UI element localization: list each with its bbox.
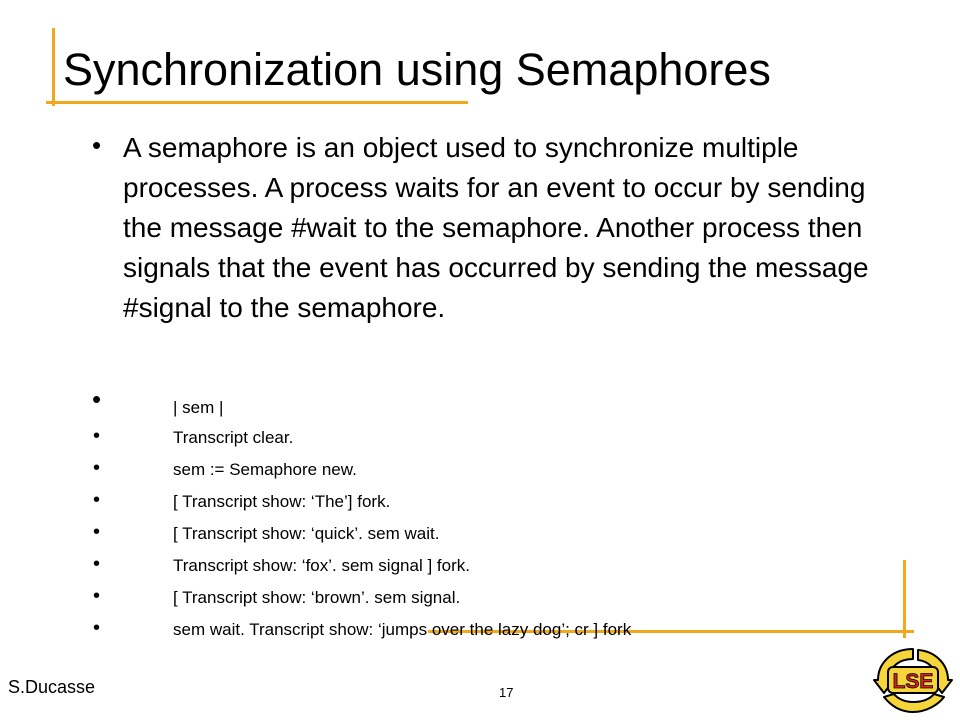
title-vertical-accent-line xyxy=(52,28,55,106)
bullet-dot-icon: • xyxy=(93,425,101,447)
logo-text: LSE xyxy=(892,670,934,693)
slide-title: Synchronization using Semaphores xyxy=(63,44,771,95)
code-line: [ Transcript show: ‘brown’. sem signal. xyxy=(173,588,461,607)
code-line: sem := Semaphore new. xyxy=(173,460,357,479)
bullet-dot-icon: • xyxy=(93,489,101,511)
code-line: [ Transcript show: ‘The’] fork. xyxy=(173,492,391,511)
bullet-dot-icon: • xyxy=(93,553,101,575)
code-line: [ Transcript show: ‘quick’. sem wait. xyxy=(173,524,440,543)
code-line: Transcript clear. xyxy=(173,428,294,447)
bullet-dot-icon: • xyxy=(93,457,101,479)
code-line: | sem | xyxy=(173,398,224,417)
main-bullet-text: A semaphore is an object used to synchronize multiple processes. A process waits for an event to occur by sending the message #wait to the semaphore. Another process then signals that the event has occurred by sending the message #signal to the semaphore. xyxy=(123,132,869,323)
code-line: Transcript show: ‘fox’. sem signal ] fork. xyxy=(173,556,470,575)
lse-logo xyxy=(870,645,956,715)
author-footer: S.Ducasse xyxy=(8,677,96,697)
bullet-dot-icon: • xyxy=(92,130,102,160)
bullet-dot-icon: • xyxy=(93,521,101,543)
bullet-dot-icon: • xyxy=(93,585,101,607)
code-line: sem wait. Transcript show: ‘jumps over the lazy dog’; cr ] fork xyxy=(173,620,632,639)
bullet-dot-icon: • xyxy=(92,384,102,414)
page-number: 17 xyxy=(499,685,514,700)
bullet-dot-icon: • xyxy=(93,617,101,639)
title-underline-accent-line xyxy=(46,101,468,104)
bottom-right-vertical-accent-line xyxy=(903,560,906,638)
